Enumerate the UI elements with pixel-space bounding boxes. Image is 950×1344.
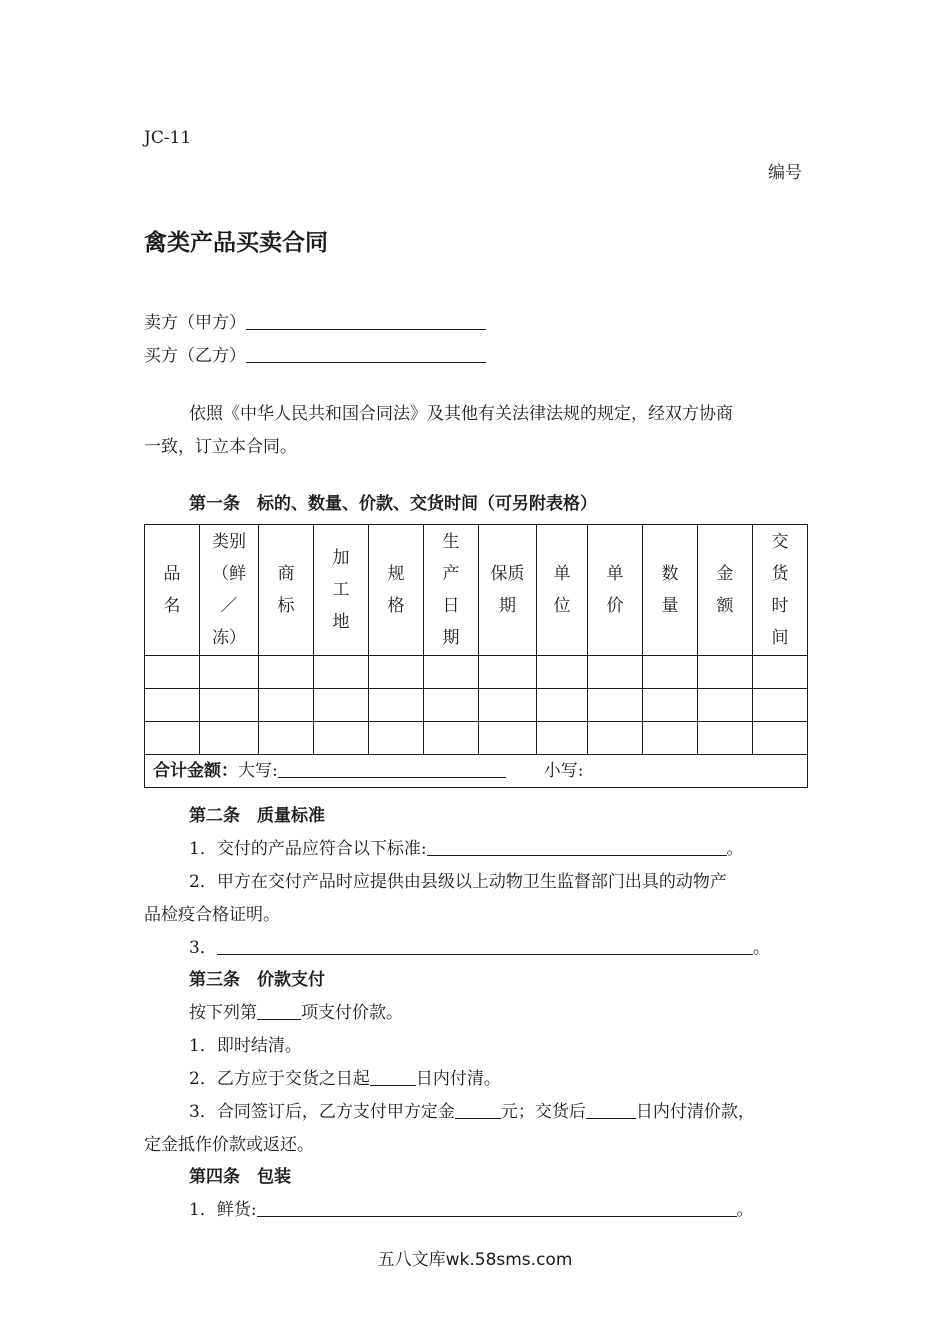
table-cell[interactable] [314,656,369,689]
article-3-choose [189,998,403,1023]
intro-line-1: 依照《中华人民共和国合同法》及其他有关法律法规的规定，经双方协商 [189,404,733,424]
seller-blank[interactable] [246,313,486,330]
article-3-heading: 第三条 价款支付 [189,970,325,990]
header-cell: 金额 [698,525,753,656]
article-3-item-3 [189,1097,755,1122]
table-cell[interactable] [753,722,808,755]
article-2-heading: 第二条 质量标准 [189,806,325,826]
article-4-heading: 第四条 包装 [189,1167,291,1187]
table-cell[interactable] [314,689,369,722]
fresh-goods-label: 1．鲜货: [189,1200,257,1220]
total-label: 合计金额： [153,761,238,781]
table-row [145,689,808,722]
table-cell[interactable] [643,689,698,722]
item-2-text-a: 2．乙方应于交货之日起 [189,1069,370,1089]
buyer-label: 买方（乙方） [144,346,246,366]
article-2-item-1-text: 1．交付的产品应符合以下标准: [189,839,427,859]
table-cell[interactable] [643,656,698,689]
days-blank[interactable] [370,1069,416,1086]
header-cell: 品名 [145,525,200,656]
buyer-blank[interactable] [246,346,486,363]
total-upper-label: 大写: [238,761,278,781]
table-cell[interactable] [588,689,643,722]
period: 。 [752,938,770,958]
table-cell[interactable] [424,656,479,689]
payment-days-blank[interactable] [586,1102,636,1119]
period: 。 [726,839,744,859]
total-lower-label: 小写: [543,761,584,781]
item-3-text-b: 元；交货后 [500,1102,586,1122]
table-cell[interactable] [643,722,698,755]
header-cell: 单位 [537,525,588,656]
header-cell: 规格 [369,525,424,656]
table-cell[interactable] [145,656,200,689]
choose-text-a: 按下列第 [189,1003,257,1023]
table-cell[interactable] [537,722,588,755]
header-cell: 商标 [259,525,314,656]
table-cell[interactable] [698,656,753,689]
goods-table [144,524,808,788]
header-cell: 单价 [588,525,643,656]
table-cell[interactable] [588,656,643,689]
table-cell[interactable] [424,689,479,722]
table-cell[interactable] [200,722,259,755]
table-cell[interactable] [145,689,200,722]
item-3-blank[interactable] [217,938,753,955]
article-3-item-2 [189,1064,501,1089]
choose-text-b: 项支付价款。 [301,1003,403,1023]
table-cell[interactable] [369,689,424,722]
table-cell[interactable] [369,656,424,689]
doc-code: JC-11 [144,128,192,148]
item-3-text-c: 日内付清价款， [635,1102,755,1122]
table-cell[interactable] [479,722,537,755]
total-cell [145,755,808,788]
table-cell[interactable] [200,689,259,722]
table-cell[interactable] [314,722,369,755]
total-upper-blank[interactable] [278,761,506,778]
header-cell: 生产日期 [424,525,479,656]
table-row [145,722,808,755]
table-cell[interactable] [753,656,808,689]
table-cell[interactable] [588,722,643,755]
table-cell[interactable] [259,656,314,689]
table-header-row [145,525,808,656]
article-2-item-1 [189,834,744,859]
article-2-item-3-num: 3． [189,938,217,958]
option-blank[interactable] [257,1003,301,1020]
header-cell: 交货时间 [753,525,808,656]
table-cell[interactable] [259,722,314,755]
footer-watermark: 五八文库wk.58sms.com [377,1250,573,1270]
standard-blank[interactable] [427,839,727,856]
table-cell[interactable] [369,722,424,755]
table-cell[interactable] [537,656,588,689]
intro-line-2: 一致，订立本合同。 [144,437,297,457]
table-cell[interactable] [537,689,588,722]
fresh-goods-blank[interactable] [257,1200,737,1217]
article-2-item-2-line-1: 2．甲方在交付产品时应提供由县级以上动物卫生监督部门出具的动物产 [189,872,727,892]
header-cell: 加工地 [314,525,369,656]
table-cell[interactable] [698,722,753,755]
period: 。 [736,1200,754,1220]
article-2-item-2-line-2: 品检疫合格证明。 [144,905,280,925]
table-row [145,656,808,689]
header-cell: 保质期 [479,525,537,656]
item-3-text-a: 3．合同签订后，乙方支付甲方定金 [189,1102,455,1122]
buyer-line [144,341,486,366]
table-cell[interactable] [259,689,314,722]
article-3-item-3-line-2: 定金抵作价款或返还。 [144,1135,314,1155]
table-cell[interactable] [753,689,808,722]
article-2-item-3 [189,933,770,958]
table-cell[interactable] [424,722,479,755]
table-cell[interactable] [200,656,259,689]
article-3-item-1: 1．即时结清。 [189,1036,302,1056]
article-4-item-1 [189,1195,754,1220]
seller-label: 卖方（甲方） [144,313,246,333]
seller-line [144,308,486,333]
header-cell: 类别（鲜／冻） [200,525,259,656]
table-cell[interactable] [698,689,753,722]
header-cell: 数量 [643,525,698,656]
serial-label: 编号 [768,163,802,183]
table-cell[interactable] [479,656,537,689]
deposit-blank[interactable] [455,1102,501,1119]
document-title: 禽类产品买卖合同 [144,230,328,256]
article-1-heading: 第一条 标的、数量、价款、交货时间（可另附表格） [189,494,597,514]
table-cell[interactable] [479,689,537,722]
table-total-row [145,755,808,788]
item-2-text-b: 日内付清。 [415,1069,501,1089]
table-cell[interactable] [145,722,200,755]
